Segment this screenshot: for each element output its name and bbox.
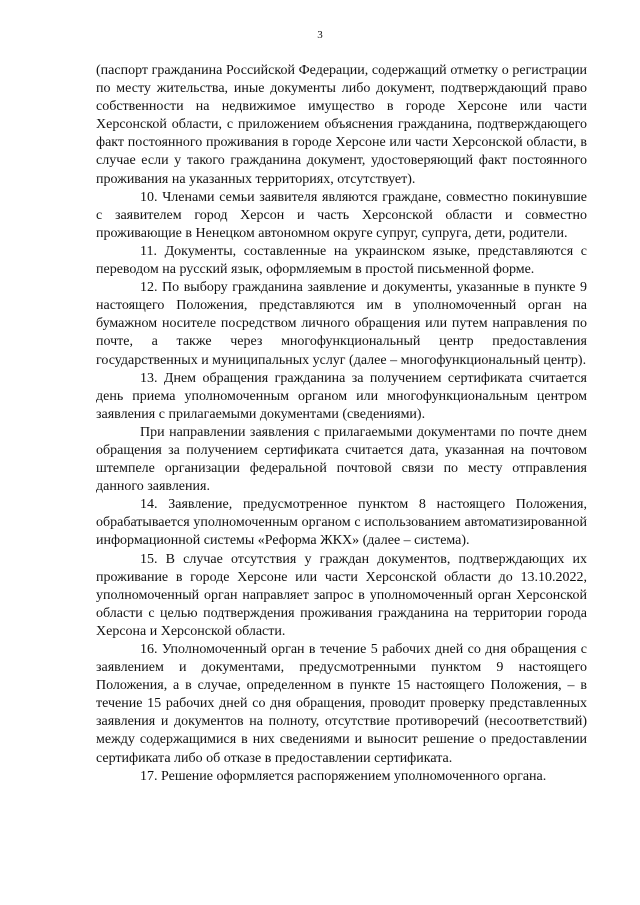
paragraph-17-decision: 17. Решение оформляется распоряжением уполномоченного органа. [140,768,547,784]
document-body [96,62,587,786]
paragraph-14-processing-system: 14. Заявление, предусмотренное пунктом 8 настоящего Положения, обрабатывается уполномоченным органом с использованием автоматизированной информационной системы «Реформа ЖКХ» (далее – система). [96,497,587,549]
paragraph-13-application-date: 13. Днем обращения гражданина за получением сертификата считается день приема уполномоченным органом или многофункциональным центром заявления с прилагаемыми документами (сведениями). [96,370,587,422]
paragraph-13-postal-date: При направлении заявления с прилагаемыми документами по почте днем обращения за получением сертификата считается дата, указанная на почтовом штемпеле организации федеральной почтовой связи по месту отправления данного заявления. [96,424,587,495]
paragraph-15-missing-documents: 15. В случае отсутствия у граждан документов, подтверждающих их проживание в городе Херсоне или части Херсонской области до 13.10.2022, уполномоченный орган направляет запрос в уполномоченный орган Херсонской области с целью подтверждения проживания гражданина на территории города Херсона и Херсонской области. [96,551,587,639]
paragraph-16-review-period: 16. Уполномоченный орган в течение 5 рабочих дней со дня обращения с заявлением и документами, предусмотренными пунктом 9 настоящего Положения, а в случае, определенном в пункте 15 настоящего Положения, – в течение 15 рабочих дней со дня обращения, проводит проверку представленных заявления и документов на полноту, отсутствие противоречий (несоответствий) между содержащимися в них сведениями и выносит решение о предоставлении сертификата либо об отказе в предоставлении сертификата. [96,642,587,766]
paragraph-continuation-passport: (паспорт гражданина Российской Федерации, содержащий отметку о регистрации по месту жительства, иные документы либо документ, подтверждающий право собственности на недвижимое имущество в городе Херсоне или части Херсонской области, с приложением объяснения гражданина, подтверждающего факт постоянного проживания в городе Херсоне или части Херсонской области, в случае если у такого гражданина документ, удостоверяющий факт постоянного проживания на указанных территориях, отсутствует). [96,63,587,187]
page-number: 3 [317,29,323,41]
paragraph-12-submission-methods: 12. По выбору гражданина заявление и документы, указанные в пункте 9 настоящего Положения, представляются им в уполномоченный орган на бумажном носителе посредством личного обращения или путем направления по почте, а также через многофункциональный центр предоставления государственных и муниципальных услуг (далее – многофункциональный центр). [96,280,587,368]
paragraph-11-ukrainian-documents: 11. Документы, составленные на украинском языке, представляются с переводом на русский язык, оформляемым в простой письменной форме. [96,243,587,278]
paragraph-10-family-members: 10. Членами семьи заявителя являются граждане, совместно покинувшие с заявителем город Херсон и часть Херсонской области и совместно проживающие в Ненецком автономном округе супруг, супруга, дети, родители. [96,189,587,241]
